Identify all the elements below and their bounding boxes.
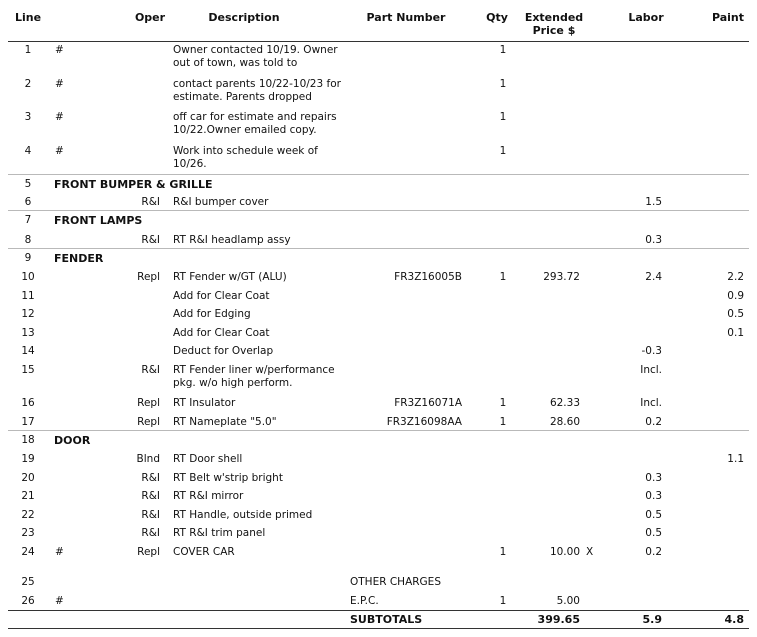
section-divider xyxy=(8,430,749,431)
header-part-number: Part Number xyxy=(366,11,446,24)
line-description: RT Fender w/GT (ALU) xyxy=(173,271,287,283)
line-qty: 1 xyxy=(499,397,507,409)
line-number: 17 xyxy=(21,416,35,428)
section-divider xyxy=(8,210,749,211)
line-price: 62.33 xyxy=(549,397,580,409)
line-part-number: FR3Z16071A xyxy=(394,397,462,409)
line-qty: 1 xyxy=(499,145,507,157)
line-paint: 0.5 xyxy=(727,308,744,320)
line-qty: 1 xyxy=(499,546,507,558)
line-number: 6 xyxy=(24,196,32,208)
line-description: Owner contacted 10/19. Owner out of town, was told to xyxy=(173,44,338,69)
header-description: Description xyxy=(208,11,280,24)
line-number: 22 xyxy=(21,509,35,521)
line-price: 10.00 xyxy=(549,546,580,558)
line-description: RT R&I mirror xyxy=(173,490,244,502)
header-qty: Qty xyxy=(486,11,508,24)
section-title: FRONT BUMPER & GRILLE xyxy=(54,178,213,191)
line-number: 8 xyxy=(24,234,32,246)
section-title: FRONT LAMPS xyxy=(54,214,143,227)
subtotal-top-rule xyxy=(8,610,749,611)
line-labor: 0.2 xyxy=(645,416,662,428)
line-description: Add for Clear Coat xyxy=(173,290,270,302)
header-extended-price: Extended Price $ xyxy=(524,11,584,37)
line-number: 2 xyxy=(24,78,32,90)
line-description: Deduct for Overlap xyxy=(173,345,274,357)
line-paint: 1.1 xyxy=(727,453,744,465)
line-labor: 2.4 xyxy=(645,271,662,283)
line-labor: 0.5 xyxy=(645,509,662,521)
line-labor: 0.5 xyxy=(645,527,662,539)
line-operation: Repl xyxy=(137,546,160,558)
line-operation: R&I xyxy=(141,472,160,484)
line-number: 25 xyxy=(21,576,35,588)
header-labor: Labor xyxy=(628,11,664,24)
line-qty: 1 xyxy=(499,78,507,90)
line-description: RT R&I headlamp assy xyxy=(173,234,291,246)
section-divider xyxy=(8,248,749,249)
line-oper-flag: # xyxy=(55,145,64,157)
line-oper-flag: # xyxy=(55,595,64,607)
line-number: 24 xyxy=(21,546,35,558)
subtotal-bottom-rule xyxy=(8,628,749,629)
line-description: RT Belt w'strip bright xyxy=(173,472,283,484)
line-number: 9 xyxy=(24,252,32,264)
line-oper-flag: # xyxy=(55,44,64,56)
epc-price: 5.00 xyxy=(556,595,580,607)
line-operation: Repl xyxy=(137,416,160,428)
subtotal-price: 399.65 xyxy=(537,613,580,626)
line-description: R&I bumper cover xyxy=(173,196,269,208)
line-number: 10 xyxy=(21,271,35,283)
header-rule xyxy=(8,41,749,42)
line-description: Work into schedule week of 10/26. xyxy=(173,145,318,170)
line-paint: 0.1 xyxy=(727,327,744,339)
line-number: 14 xyxy=(21,345,35,357)
line-operation: R&I xyxy=(141,509,160,521)
line-paint: 0.9 xyxy=(727,290,744,302)
line-number: 11 xyxy=(21,290,35,302)
line-labor: 0.2 xyxy=(645,546,662,558)
header-line: Line xyxy=(14,11,42,24)
line-qty: 1 xyxy=(499,44,507,56)
line-part-number: FR3Z16005B xyxy=(394,271,462,283)
line-description: RT R&I trim panel xyxy=(173,527,266,539)
line-part-number: FR3Z16098AA xyxy=(386,416,462,428)
subtotals-label: SUBTOTALS xyxy=(350,613,423,626)
line-number: 13 xyxy=(21,327,35,339)
subtotal-paint: 4.8 xyxy=(724,613,744,626)
line-number: 3 xyxy=(24,111,32,123)
line-operation: Repl xyxy=(137,397,160,409)
line-labor: Incl. xyxy=(640,397,662,409)
line-description: RT Nameplate "5.0" xyxy=(173,416,277,428)
line-labor: Incl. xyxy=(640,364,662,376)
line-price: 293.72 xyxy=(543,271,580,283)
section-title: DOOR xyxy=(54,434,91,447)
line-paint: 2.2 xyxy=(727,271,744,283)
line-number: 21 xyxy=(21,490,35,502)
line-operation: R&I xyxy=(141,364,160,376)
line-number: 26 xyxy=(21,595,35,607)
line-number: 20 xyxy=(21,472,35,484)
line-description: Add for Edging xyxy=(173,308,251,320)
line-number: 15 xyxy=(21,364,35,376)
line-operation: Repl xyxy=(137,271,160,283)
subtotal-labor: 5.9 xyxy=(642,613,662,626)
line-number: 1 xyxy=(24,44,32,56)
line-number: 7 xyxy=(24,214,32,226)
line-number: 5 xyxy=(24,178,32,190)
line-number: 4 xyxy=(24,145,32,157)
other-charges-label: OTHER CHARGES xyxy=(350,576,441,588)
line-qty: 1 xyxy=(499,271,507,283)
line-number: 16 xyxy=(21,397,35,409)
line-labor: 0.3 xyxy=(645,472,662,484)
line-operation: Blnd xyxy=(136,453,160,465)
line-labor: 1.5 xyxy=(645,196,662,208)
line-description: RT Handle, outside primed xyxy=(173,509,313,521)
line-description: off car for estimate and repairs 10/22.Owner emailed copy. xyxy=(173,111,337,136)
line-price-flag: X xyxy=(586,546,594,558)
epc-qty: 1 xyxy=(499,595,507,607)
line-number: 19 xyxy=(21,453,35,465)
line-operation: R&I xyxy=(141,234,160,246)
line-description: RT Fender liner w/performance pkg. w/o high perform. xyxy=(173,364,335,389)
epc-label: E.P.C. xyxy=(350,595,379,607)
section-divider xyxy=(8,174,749,175)
line-number: 23 xyxy=(21,527,35,539)
line-qty: 1 xyxy=(499,416,507,428)
line-operation: R&I xyxy=(141,527,160,539)
line-number: 12 xyxy=(21,308,35,320)
line-labor: 0.3 xyxy=(645,234,662,246)
line-oper-flag: # xyxy=(55,111,64,123)
line-oper-flag: # xyxy=(55,546,64,558)
line-labor: 0.3 xyxy=(645,490,662,502)
line-operation: R&I xyxy=(141,490,160,502)
line-qty: 1 xyxy=(499,111,507,123)
line-description: RT Door shell xyxy=(173,453,243,465)
line-price: 28.60 xyxy=(549,416,580,428)
section-title: FENDER xyxy=(54,252,104,265)
line-oper-flag: # xyxy=(55,78,64,90)
line-description: RT Insulator xyxy=(173,397,236,409)
header-paint: Paint xyxy=(711,11,744,24)
line-description: Add for Clear Coat xyxy=(173,327,270,339)
line-labor: -0.3 xyxy=(641,345,662,357)
line-description: contact parents 10/22-10/23 for estimate. Parents dropped xyxy=(173,78,341,103)
line-description: COVER CAR xyxy=(173,546,235,558)
header-oper: Oper xyxy=(134,11,166,24)
line-number: 18 xyxy=(21,434,35,446)
line-operation: R&I xyxy=(141,196,160,208)
